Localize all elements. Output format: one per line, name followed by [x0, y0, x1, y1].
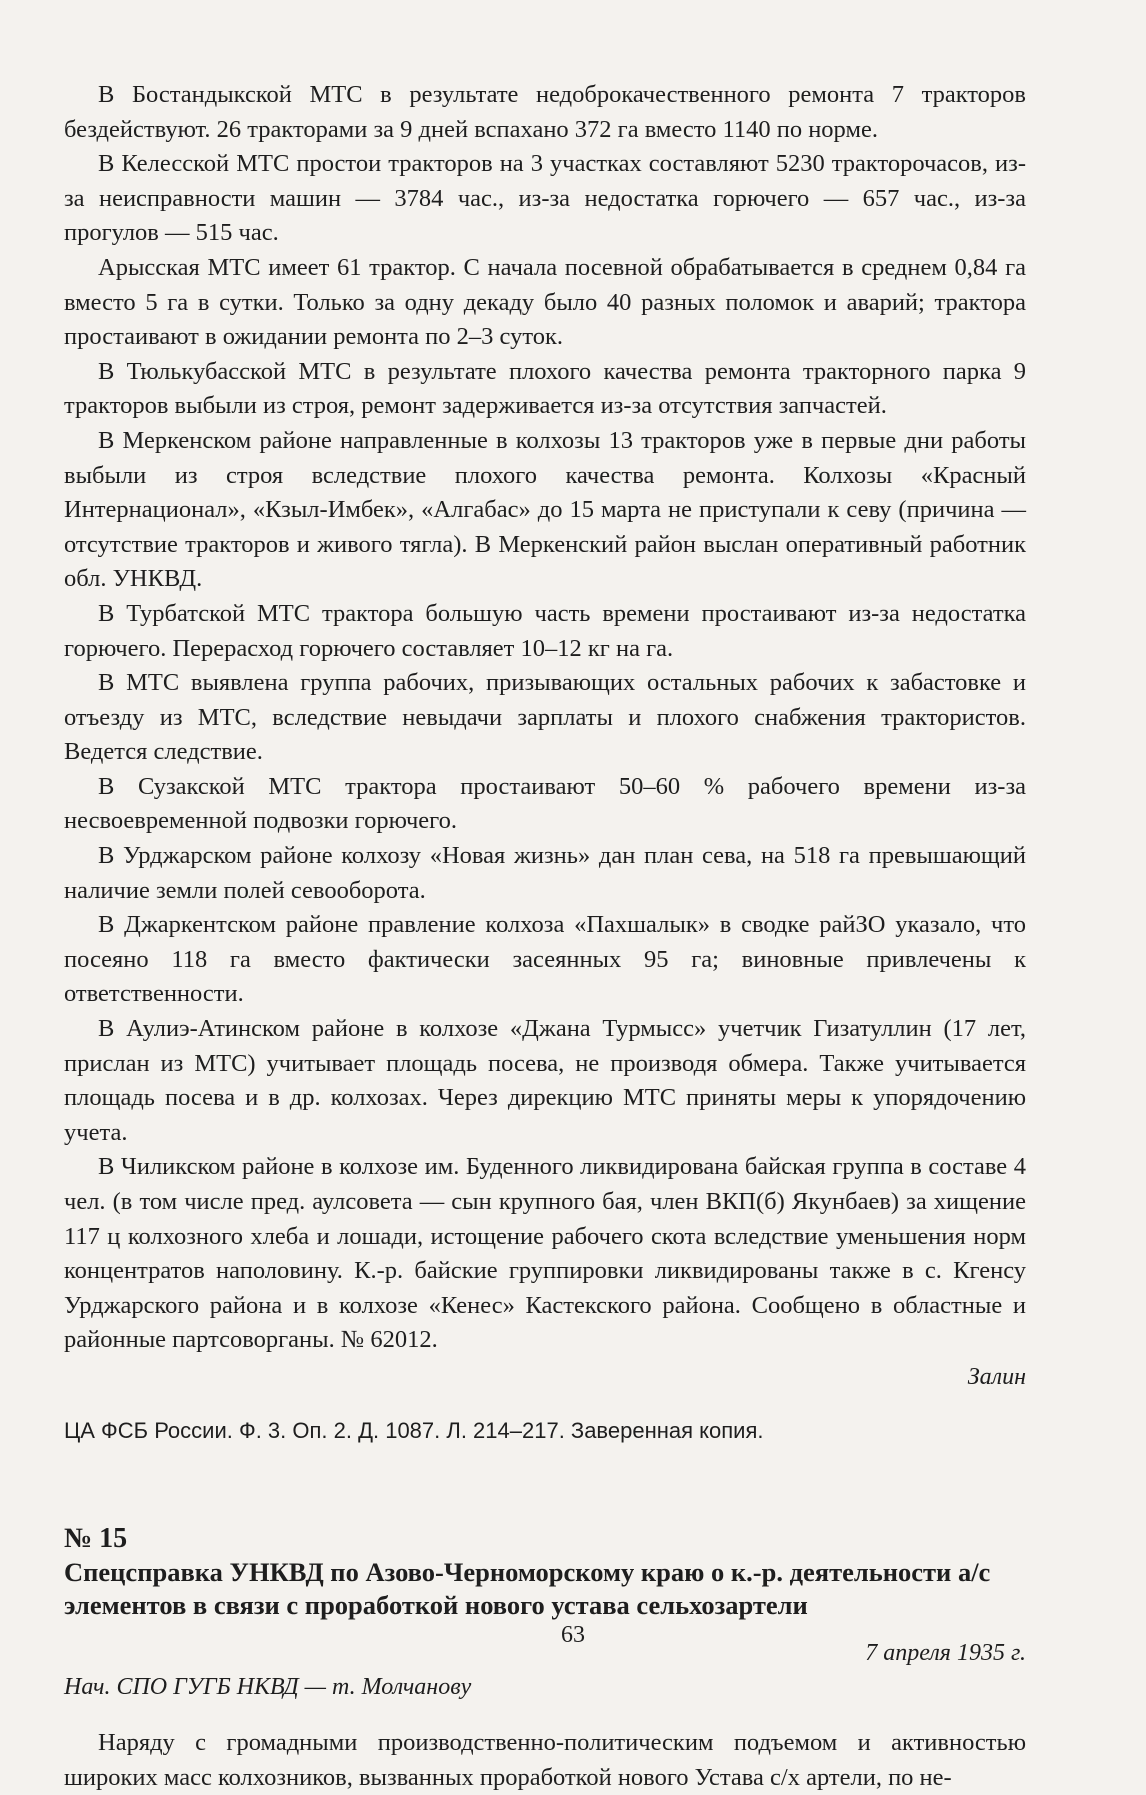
- document-header: [64, 1522, 1026, 1622]
- signature: Залин: [967, 1363, 1026, 1390]
- document-number: № 15: [64, 1522, 128, 1554]
- document-body-start: Наряду с громадными производственно-политическим подъемом и активностью широких масс колхозников, вызванных проработкой нового Устава с/х артели, по не-: [64, 1728, 1026, 1791]
- paragraph-bostandyk: В Бостандыкской МТС в результате недоброкачественного ремонта 7 тракторов бездействуют. 26 тракторами за 9 дней вспахано 372 га вместо 1140 по норме.: [64, 81, 1026, 143]
- paragraph-aulie-ata: В Аулиэ-Атинском районе в колхозе «Джана Турмысс» учетчик Гизатуллин (17 лет, прислан из МТС) учитывает площадь посева, не производя обмера. Также учитывается площадь посева и в др. колхозах. Через дирекцию МТС приняты меры к упорядочению учета.: [64, 1015, 1026, 1146]
- paragraph-turbat: В Турбатской МТС трактора большую часть времени простаивают из-за недостатка горючего. Перерасход горючего составляет 10–12 кг на га.: [64, 599, 1026, 662]
- paragraph-urdzhar: В Урджарском районе колхозу «Новая жизнь» дан план сева, на 518 га превышающий наличие земли полей севооборота.: [64, 842, 1026, 904]
- document-date: 7 апреля 1935 г.: [865, 1639, 1026, 1666]
- paragraph-chilik: В Чиликском районе в колхозе им. Буденного ликвидирована байская группа в составе 4 чел. (в том числе пред. аулсовета — сын крупного бая, член ВКП(б) Якунбаев) за хищение 117 ц колхозного хлеба и лошади, истощение рабочего скота вследствие уменьшения норм концентратов наполовину. К.-р. байские группировки ликвидированы также в с. Кгенсу Урджарского района и в колхозе «Кенес» Кастекского района. Сообщено в областные и районные партсоворганы. № 62012.: [64, 1153, 1026, 1354]
- report-body: [64, 78, 1026, 1358]
- page-number: 63: [561, 1622, 585, 1648]
- document-addressee: Нач. СПО ГУГБ НКВД — т. Молчанову: [64, 1673, 472, 1700]
- paragraph-suzak: В Сузакской МТС трактора простаивают 50–60 % рабочего времени из-за несвоевременной подвозки горючего.: [64, 772, 1026, 835]
- paragraph-dzharkent: В Джаркентском районе правление колхоза «Пахшалык» в сводке райЗО указало, что посеяно 118 га вместо фактически засеянных 95 га; виновные привлечены к ответственности.: [64, 911, 1026, 1008]
- document-title: Спецсправка УНКВД по Азово-Черноморскому краю о к.-р. деятельности а/с элементов в связи с проработкой нового устава сельхозартели: [64, 1556, 991, 1620]
- paragraph-tyulkubas: В Тюлькубасской МТС в результате плохого качества ремонта тракторного парка 9 тракторов выбыли из строя, ремонт задерживается из-за отсутствия запчастей.: [64, 357, 1026, 420]
- paragraph-keles: В Келесской МТС простои тракторов на 3 участках составляют 5230 тракторочасов, из-за неисправности машин — 3784 час., из-за недостатка горючего — 657 час., из-за прогулов — 515 час.: [64, 150, 1026, 247]
- paragraph-arys: Арысская МТС имеет 61 трактор. С начала посевной обрабатывается в среднем 0,84 га вместо 5 га в сутки. Только за одну декаду было 40 разных поломок и аварий; трактора простаивают в ожидании ремонта по 2–3 суток.: [64, 253, 1026, 351]
- paragraph-strike-group: В МТС выявлена группа рабочих, призывающих остальных рабочих к забастовке и отъезду из МТС, вследствие невыдачи зарплаты и плохого снабжения трактористов. Ведется следствие.: [64, 669, 1026, 766]
- archive-source-note: ЦА ФСБ России. Ф. 3. Оп. 2. Д. 1087. Л. 214–217. Заверенная копия.: [64, 1417, 764, 1443]
- paragraph-merke: В Меркенском районе направленные в колхозы 13 тракторов уже в первые дни работы выбыли из строя вследствие плохого качества ремонта. Колхозы «Красный Интернационал», «Кзыл-Имбек», «Алгабас» до 15 марта не приступали к севу (причина — отсутствие тракторов и живого тягла). В Меркенский район выслан оперативный работник обл. УНКВД.: [64, 426, 1026, 593]
